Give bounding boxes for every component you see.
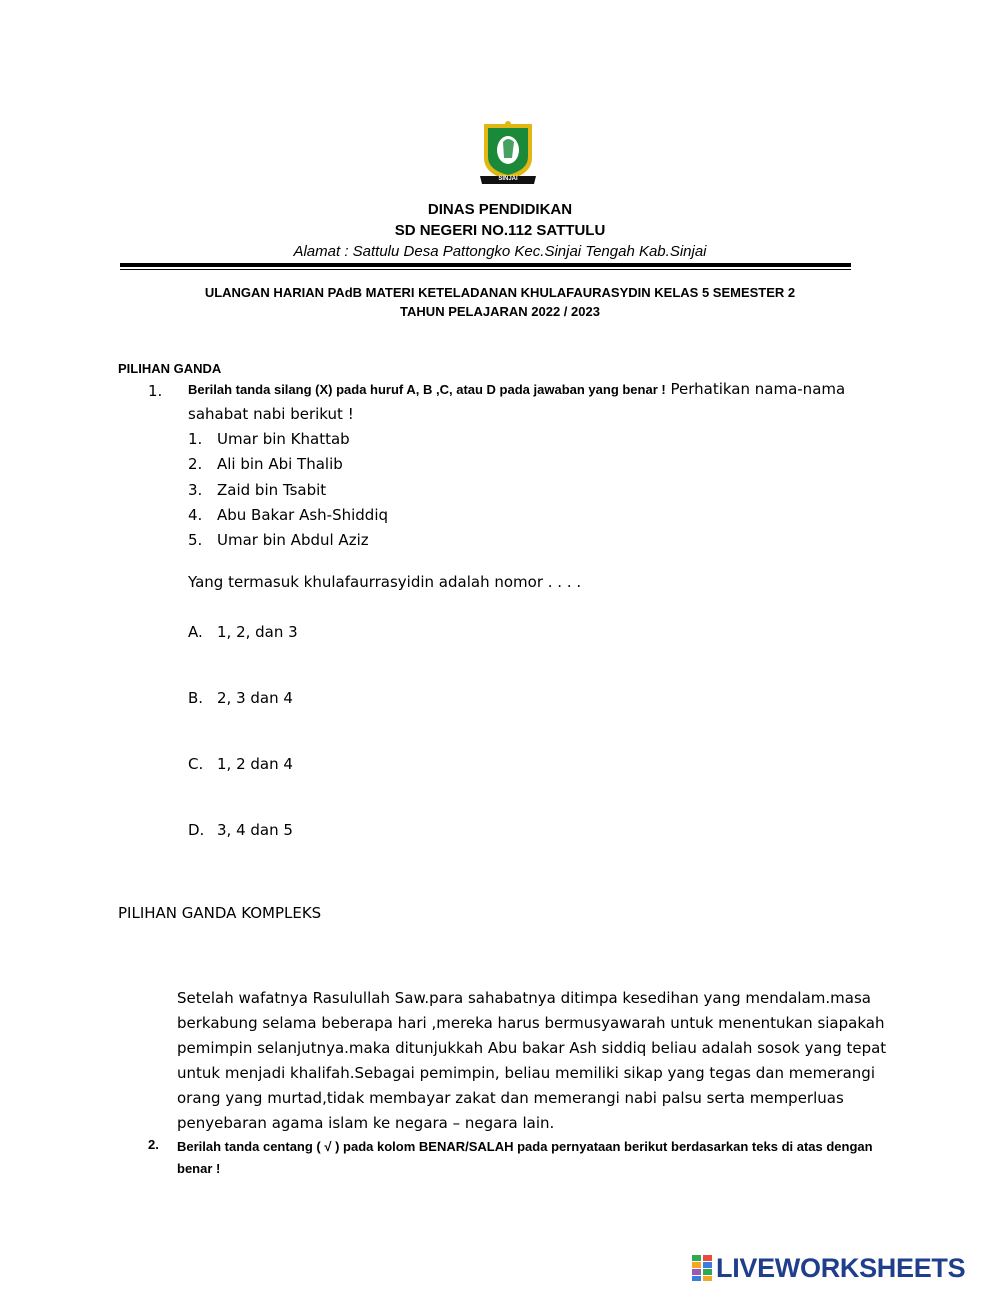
question-1-number: 1. [148,382,163,400]
list-item: 3. Zaid bin Tsabit [188,481,327,499]
option-d[interactable]: D. 3, 4 dan 5 [188,821,293,839]
section-heading-pilihan-ganda-kompleks: PILIHAN GANDA KOMPLEKS [118,904,322,922]
list-item: 2. Ali bin Abi Thalib [188,455,343,473]
section-heading-pilihan-ganda: PILIHAN GANDA [118,361,222,376]
school-address: Alamat : Sattulu Desa Pattongko Kec.Sinjai Tengah Kab.Sinjai [293,243,707,260]
option-c[interactable]: C. 1, 2 dan 4 [188,755,293,773]
institution-name: DINAS PENDIDIKAN [427,201,573,218]
school-logo [476,118,540,188]
question-1-instruction: Berilah tanda silang (X) pada huruf A, B ,C, atau D pada jawaban yang benar ! [188,382,666,397]
question-2-number: 2. [148,1137,159,1152]
liveworksheets-mark-icon [692,1255,712,1281]
question-1-text-part1: Perhatikan nama-nama [665,380,846,398]
school-name: SD NEGERI NO.112 SATTULU [394,222,606,239]
option-a[interactable]: A. 1, 2, dan 3 [188,623,298,641]
reading-passage: Setelah wafatnya Rasulullah Saw.para sahabatnya ditimpa kesedihan yang mendalam.masa berkabung selama beberapa hari ,mereka harus bermusyawarah untuk menentukan siapakah pemimpin selanjutnya.maka ditunjukkah Abu bakar Ash siddiq beliau adalah sosok yang tepat untuk menjadi khalifah.Sebagai pemimpin, beliau memiliki sikap yang tegas dan memerangi orang yang murtad,tidak membayar zakat dan memerangi nabi palsu serta memperluas penyebaran agama islam ke negara – negara lain. [177,989,887,1132]
question-1-text-part2: sahabat nabi berikut ! [188,405,354,423]
header-rule-thin [120,269,851,270]
exam-title: ULANGAN HARIAN PAdB MATERI KETELADANAN KHULAFAURASYDIN KELAS 5 SEMESTER 2 [204,285,796,300]
logo-label: SINJAI [498,176,518,182]
list-item: 5. Umar bin Abdul Aziz [188,531,369,549]
liveworksheets-logo[interactable] [692,1252,965,1284]
question-1-prompt: Yang termasuk khulafaurrasyidin adalah nomor . . . . [188,573,582,591]
list-item: 1. Umar bin Khattab [188,430,350,448]
question-2-instruction: Berilah tanda centang ( √ ) pada kolom BENAR/SALAH pada pernyataan berikut berdasarkan teks di atas dengan benar ! [177,1139,873,1176]
exam-year: TAHUN PELAJARAN 2022 / 2023 [400,304,600,319]
liveworksheets-wordmark: LIVEWORKSHEETS [716,1252,966,1283]
question-1-text [188,380,888,398]
header-rule-thick [120,263,851,267]
list-item: 4. Abu Bakar Ash-Shiddiq [188,506,389,524]
option-b[interactable]: B. 2, 3 dan 4 [188,689,293,707]
